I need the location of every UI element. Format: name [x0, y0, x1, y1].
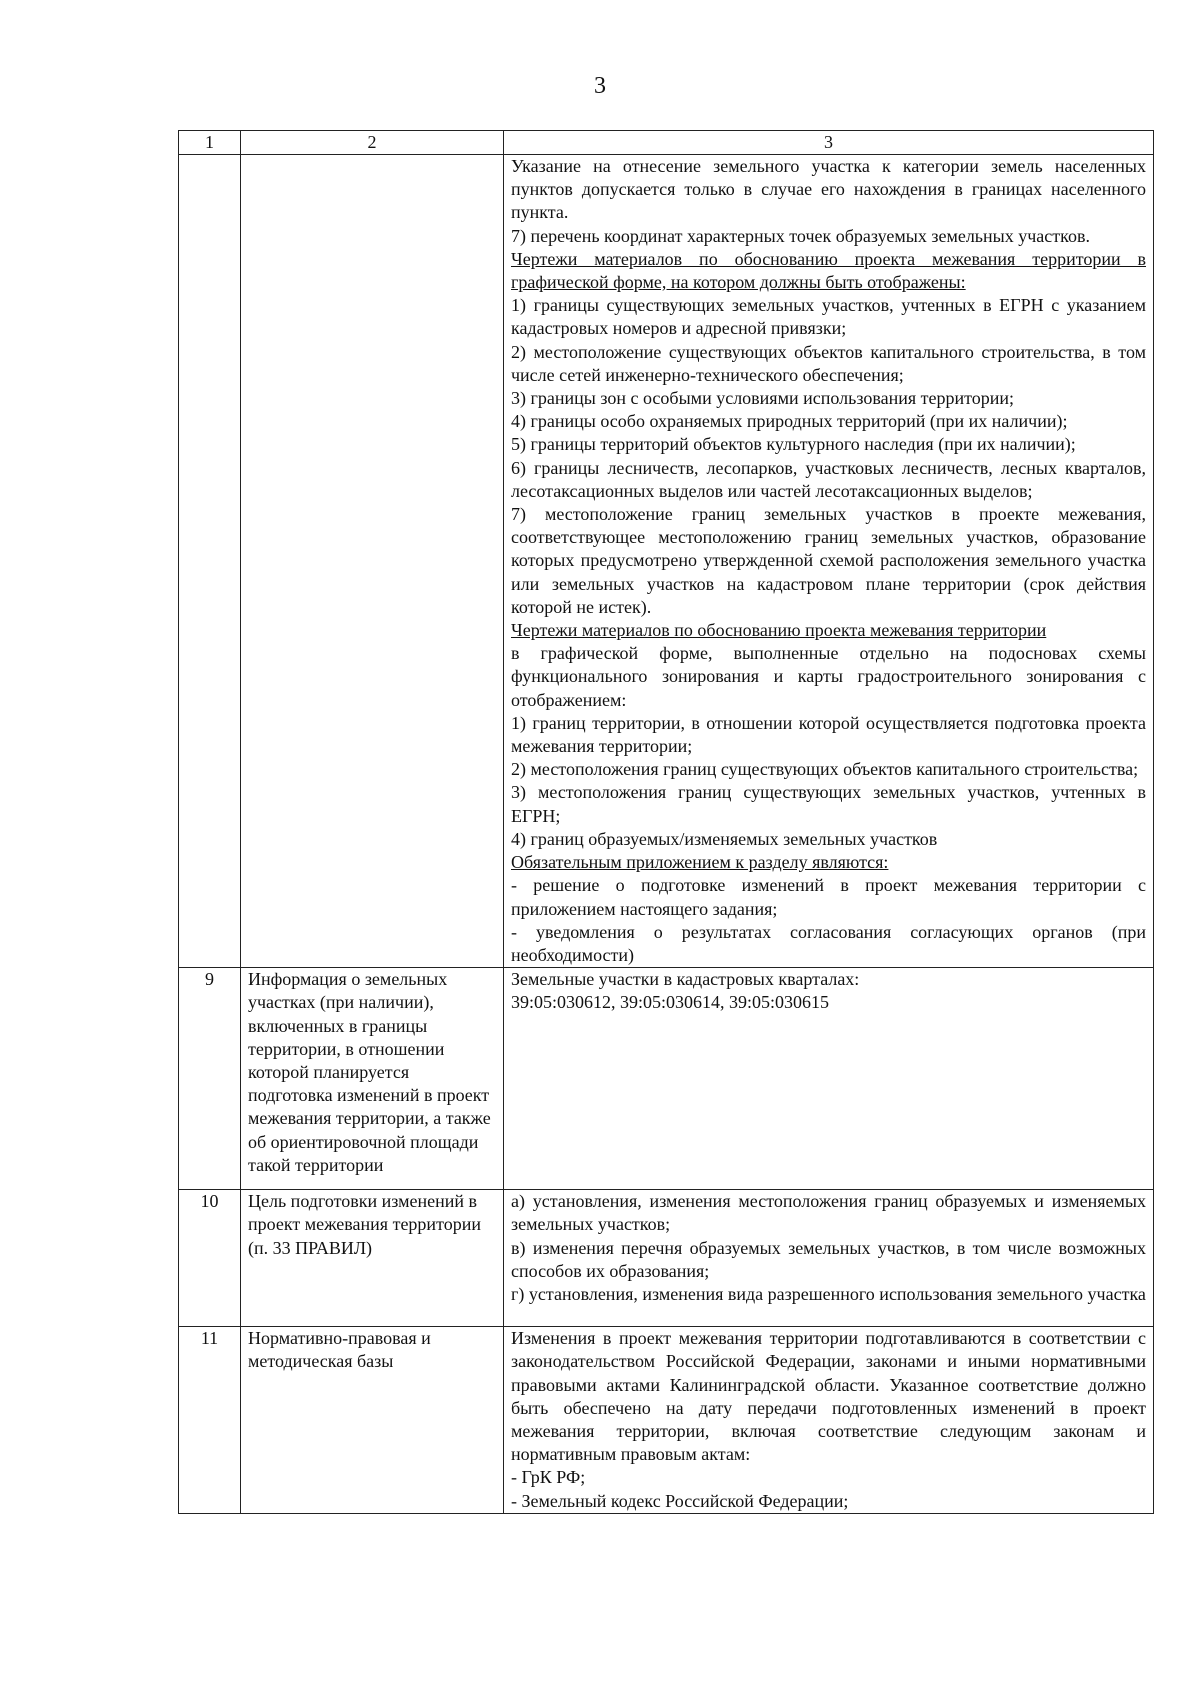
paragraph: 4) границы особо охраняемых природных территорий (при их наличии);: [511, 411, 1068, 432]
paragraph: 3) границы зон с особыми условиями использования территории;: [511, 388, 1014, 409]
content-lines: [511, 155, 1146, 967]
paragraph: 7) местоположение границ земельных участков в проекте межевания, соответствующее местоположению границ земельных участков, образование которых предусмотрено утвержденной схемой расположения земельного участка или земельных участков на кадастровом плане территории (срок действия которой не истек).: [511, 504, 1146, 617]
paragraph: 5) границы территорий объектов культурного наследия (при их наличии);: [511, 434, 1076, 455]
row-number: 10: [179, 1190, 241, 1327]
row-number: 11: [179, 1327, 241, 1514]
table-row-9: [179, 968, 1154, 1190]
paragraph: 2) местоположение существующих объектов капитального строительства, в том числе сетей инженерно-технического обеспечения;: [511, 341, 1146, 385]
paragraph: а) установления, изменения местоположения границ образуемых и изменяемых земельных участков;: [511, 1191, 1146, 1235]
row-title: Нормативно-правовая и методическая базы: [241, 1327, 504, 1514]
header-col-1: 1: [179, 131, 241, 155]
row-title: Цель подготовки изменений в проект межевания территории (п. 33 ПРАВИЛ): [241, 1190, 504, 1327]
paragraph: - ГрК РФ;: [511, 1467, 586, 1488]
paragraph: в графической форме, выполненные отдельно на подосновах схемы функционального зонирования и карты градостроительного зонирования с отображением:: [511, 643, 1146, 710]
paragraph: 6) границы лесничеств, лесопарков, участковых лесничеств, лесных кварталов, лесотаксационных выделов или частей лесотаксационных выделов;: [511, 457, 1146, 501]
paragraph: г) установления, изменения вида разрешенного использования земельного участка: [511, 1283, 1146, 1304]
paragraph: в) изменения перечня образуемых земельных участков, в том числе возможных способов их образования;: [511, 1237, 1146, 1281]
table-row-continuation: [179, 155, 1154, 968]
table-header-row: [179, 131, 1154, 155]
paragraph: 1) границы существующих земельных участков, учтенных в ЕГРН с указанием кадастровых номеров и адресной привязки;: [511, 295, 1146, 339]
content-lines: [511, 968, 1146, 1014]
paragraph: 39:05:030612, 39:05:030614, 39:05:030615: [511, 992, 830, 1013]
paragraph: 2) местоположения границ существующих объектов капитального строительства;: [511, 759, 1139, 780]
row-number-cell: [179, 155, 241, 968]
row-title: Информация о земельных участках (при наличии), включенных в границы территории, в отношении которой планируется подготовка изменений в проект межевания территории, а также об ориентировочной площади такой территории: [241, 968, 504, 1190]
header-col-3: 3: [504, 131, 1154, 155]
header-col-2: 2: [241, 131, 504, 155]
paragraph: Указание на отнесение земельного участка к категории земель населенных пунктов допускается только в случае его нахождения в границах населенного пункта.: [511, 156, 1146, 223]
paragraph: Земельные участки в кадастровых кварталах:: [511, 969, 860, 990]
paragraph: - решение о подготовке изменений в проект межевания территории с приложением настоящего задания;: [511, 875, 1146, 919]
row-content-cell: [504, 1327, 1154, 1514]
paragraph: - уведомления о результатах согласования согласующих органов (при необходимости): [511, 921, 1146, 965]
paragraph: Изменения в проект межевания территории подготавливаются в соответствии с законодательством Российской Федерации, законами и иными нормативными правовыми актами Калининградской области. Указанное соответствие должно быть обеспечено на дату передачи подготовленных изменений в проект межевания территории, включая соответствие следующим законам и нормативным правовым актам:: [511, 1328, 1146, 1465]
table-row-10: [179, 1190, 1154, 1327]
content-lines: [511, 1190, 1146, 1306]
underlined-heading: Чертежи материалов по обоснованию проекта межевания территории в графической форме, на котором должны быть отображены:: [511, 248, 1146, 293]
underlined-heading: Обязательным приложением к разделу являются:: [511, 852, 889, 873]
row-number: 9: [179, 968, 241, 1190]
row-content-cell: [504, 968, 1154, 1190]
paragraph: 4) границ образуемых/изменяемых земельных участков: [511, 828, 938, 849]
row-content-cell: [504, 155, 1154, 968]
row-title-cell: [241, 155, 504, 968]
paragraph: - Земельный кодекс Российской Федерации;: [511, 1490, 849, 1511]
requirements-table: [178, 130, 1154, 1514]
content-lines: [511, 1327, 1146, 1513]
paragraph: 1) границ территории, в отношении которой осуществляется подготовка проекта межевания территории;: [511, 712, 1146, 757]
page-number: 3: [594, 73, 606, 99]
underlined-heading: Чертежи материалов по обоснованию проекта межевания территории: [511, 620, 1047, 641]
paragraph: 3) местоположения границ существующих земельных участков, учтенных в ЕГРН;: [511, 782, 1146, 826]
row-content-cell: [504, 1190, 1154, 1327]
paragraph: 7) перечень координат характерных точек образуемых земельных участков.: [511, 225, 1090, 246]
table-row-11: [179, 1327, 1154, 1514]
